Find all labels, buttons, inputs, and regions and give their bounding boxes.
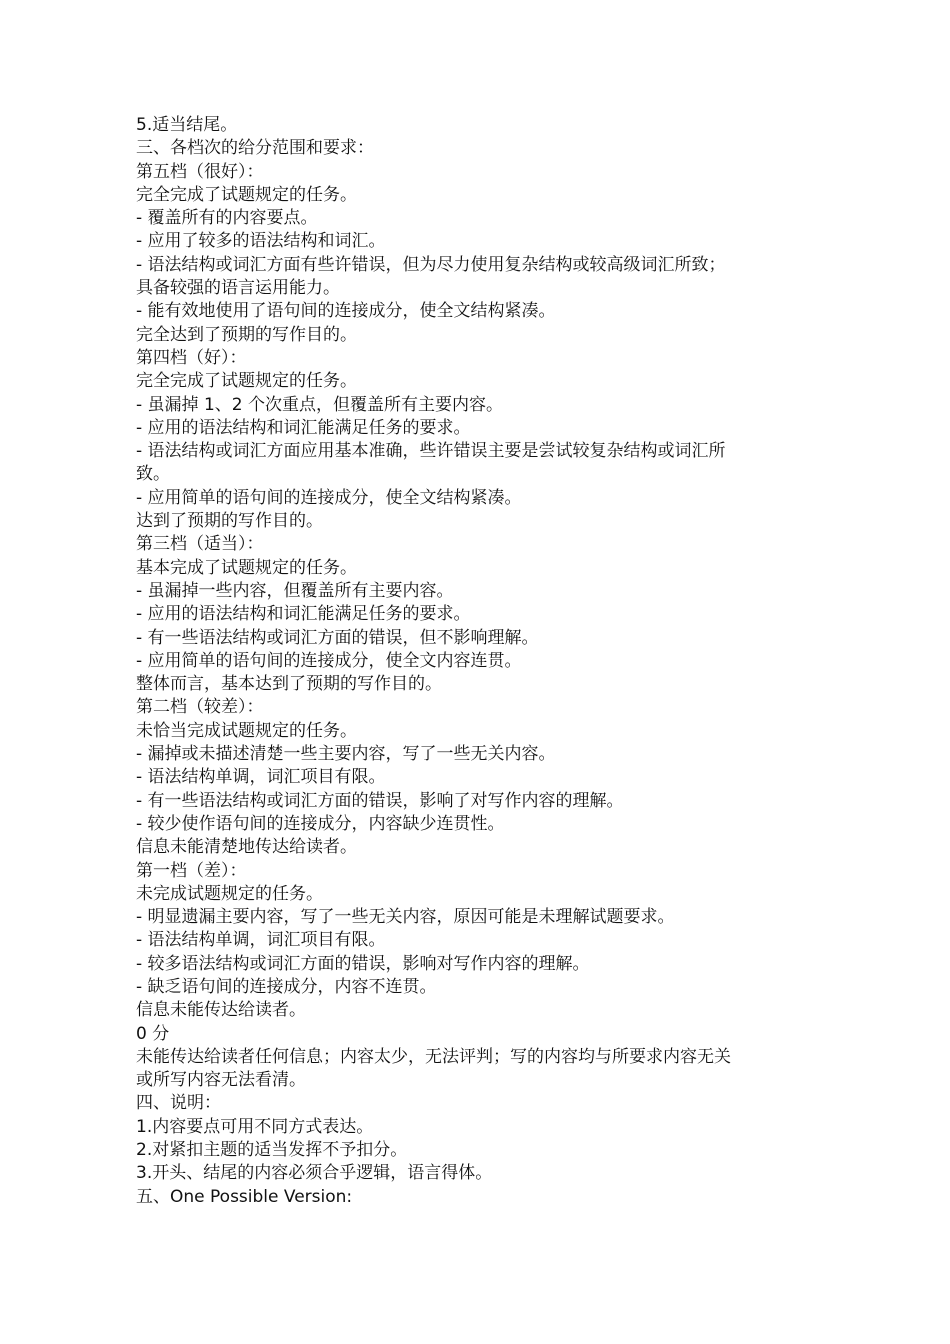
document-line: 基本完成了试题规定的任务。 <box>136 557 357 578</box>
document-line: - 应用了较多的语法结构和词汇。 <box>136 231 386 252</box>
document-line: - 应用简单的语句间的连接成分，使全文内容连贯。 <box>136 650 522 671</box>
document-line: - 有一些语法结构或词汇方面的错误，但不影响理解。 <box>136 627 539 648</box>
document-line: 信息未能清楚地传达给读者。 <box>136 837 357 858</box>
document-line: - 较少使作语句间的连接成分，内容缺少连贯性。 <box>136 813 505 834</box>
document-line: 五、One Possible Version: <box>136 1186 353 1207</box>
document-line: 达到了预期的写作目的。 <box>136 511 323 532</box>
document-line: 具备较强的语言运用能力。 <box>136 278 340 299</box>
document-line: - 语法结构单调，词汇项目有限。 <box>136 930 386 951</box>
document-line: - 缺乏语句间的连接成分，内容不连贯。 <box>136 976 437 997</box>
document-line: - 应用的语法结构和词汇能满足任务的要求。 <box>136 604 471 625</box>
document-line: 0 分 <box>136 1023 170 1044</box>
document-line: 三、各档次的给分范围和要求： <box>136 138 374 159</box>
document-page <box>136 114 816 1209</box>
document-line: 未完成试题规定的任务。 <box>136 883 323 904</box>
document-line: - 虽漏掉一些内容，但覆盖所有主要内容。 <box>136 580 454 601</box>
document-line: 未恰当完成试题规定的任务。 <box>136 720 357 741</box>
document-line: - 语法结构或词汇方面有些许错误，但为尽力使用复杂结构或较高级词汇所致； <box>136 254 726 275</box>
document-line: 四、说明： <box>136 1093 221 1114</box>
document-line: - 虽漏掉 1、2 个次重点，但覆盖所有主要内容。 <box>136 394 503 415</box>
document-line: 完全完成了试题规定的任务。 <box>136 371 357 392</box>
document-line: - 覆盖所有的内容要点。 <box>136 208 318 229</box>
document-line: - 漏掉或未描述清楚一些主要内容，写了一些无关内容。 <box>136 744 556 765</box>
document-line: - 语法结构或词汇方面应用基本准确，些许错误主要是尝试较复杂结构或词汇所 <box>136 441 726 462</box>
document-line: 2.对紧扣主题的适当发挥不予扣分。 <box>136 1140 408 1161</box>
document-line: - 明显遗漏主要内容，写了一些无关内容，原因可能是未理解试题要求。 <box>136 907 675 928</box>
document-line: - 能有效地使用了语句间的连接成分，使全文结构紧凑。 <box>136 301 556 322</box>
document-line: 未能传达给读者任何信息；内容太少，无法评判；写的内容均与所要求内容无关 <box>136 1046 731 1067</box>
document-line: 5.适当结尾。 <box>136 115 238 135</box>
document-line: 致。 <box>136 464 170 485</box>
document-line: 完全完成了试题规定的任务。 <box>136 184 357 205</box>
document-line: 整体而言，基本达到了预期的写作目的。 <box>136 674 442 695</box>
document-line: - 应用的语法结构和词汇能满足任务的要求。 <box>136 417 471 438</box>
document-line: 或所写内容无法看清。 <box>136 1070 306 1091</box>
document-line: 第四档（好）： <box>136 347 247 368</box>
document-line: 第三档（适当）： <box>136 534 264 555</box>
document-line: 完全达到了预期的写作目的。 <box>136 324 357 345</box>
document-line: 信息未能传达给读者。 <box>136 1000 306 1021</box>
document-line: - 语法结构单调，词汇项目有限。 <box>136 767 386 788</box>
document-line: - 应用简单的语句间的连接成分，使全文结构紧凑。 <box>136 487 522 508</box>
document-line: 第五档（很好）： <box>136 161 264 182</box>
document-line: 3.开头、结尾的内容必须合乎逻辑，语言得体。 <box>136 1163 493 1184</box>
document-line: 1.内容要点可用不同方式表达。 <box>136 1116 374 1137</box>
document-line: - 有一些语法结构或词汇方面的错误，影响了对写作内容的理解。 <box>136 790 624 811</box>
document-line: 第二档（较差）： <box>136 697 264 718</box>
document-line: 第一档（差）： <box>136 860 247 881</box>
document-line: - 较多语法结构或词汇方面的错误，影响对写作内容的理解。 <box>136 953 590 974</box>
